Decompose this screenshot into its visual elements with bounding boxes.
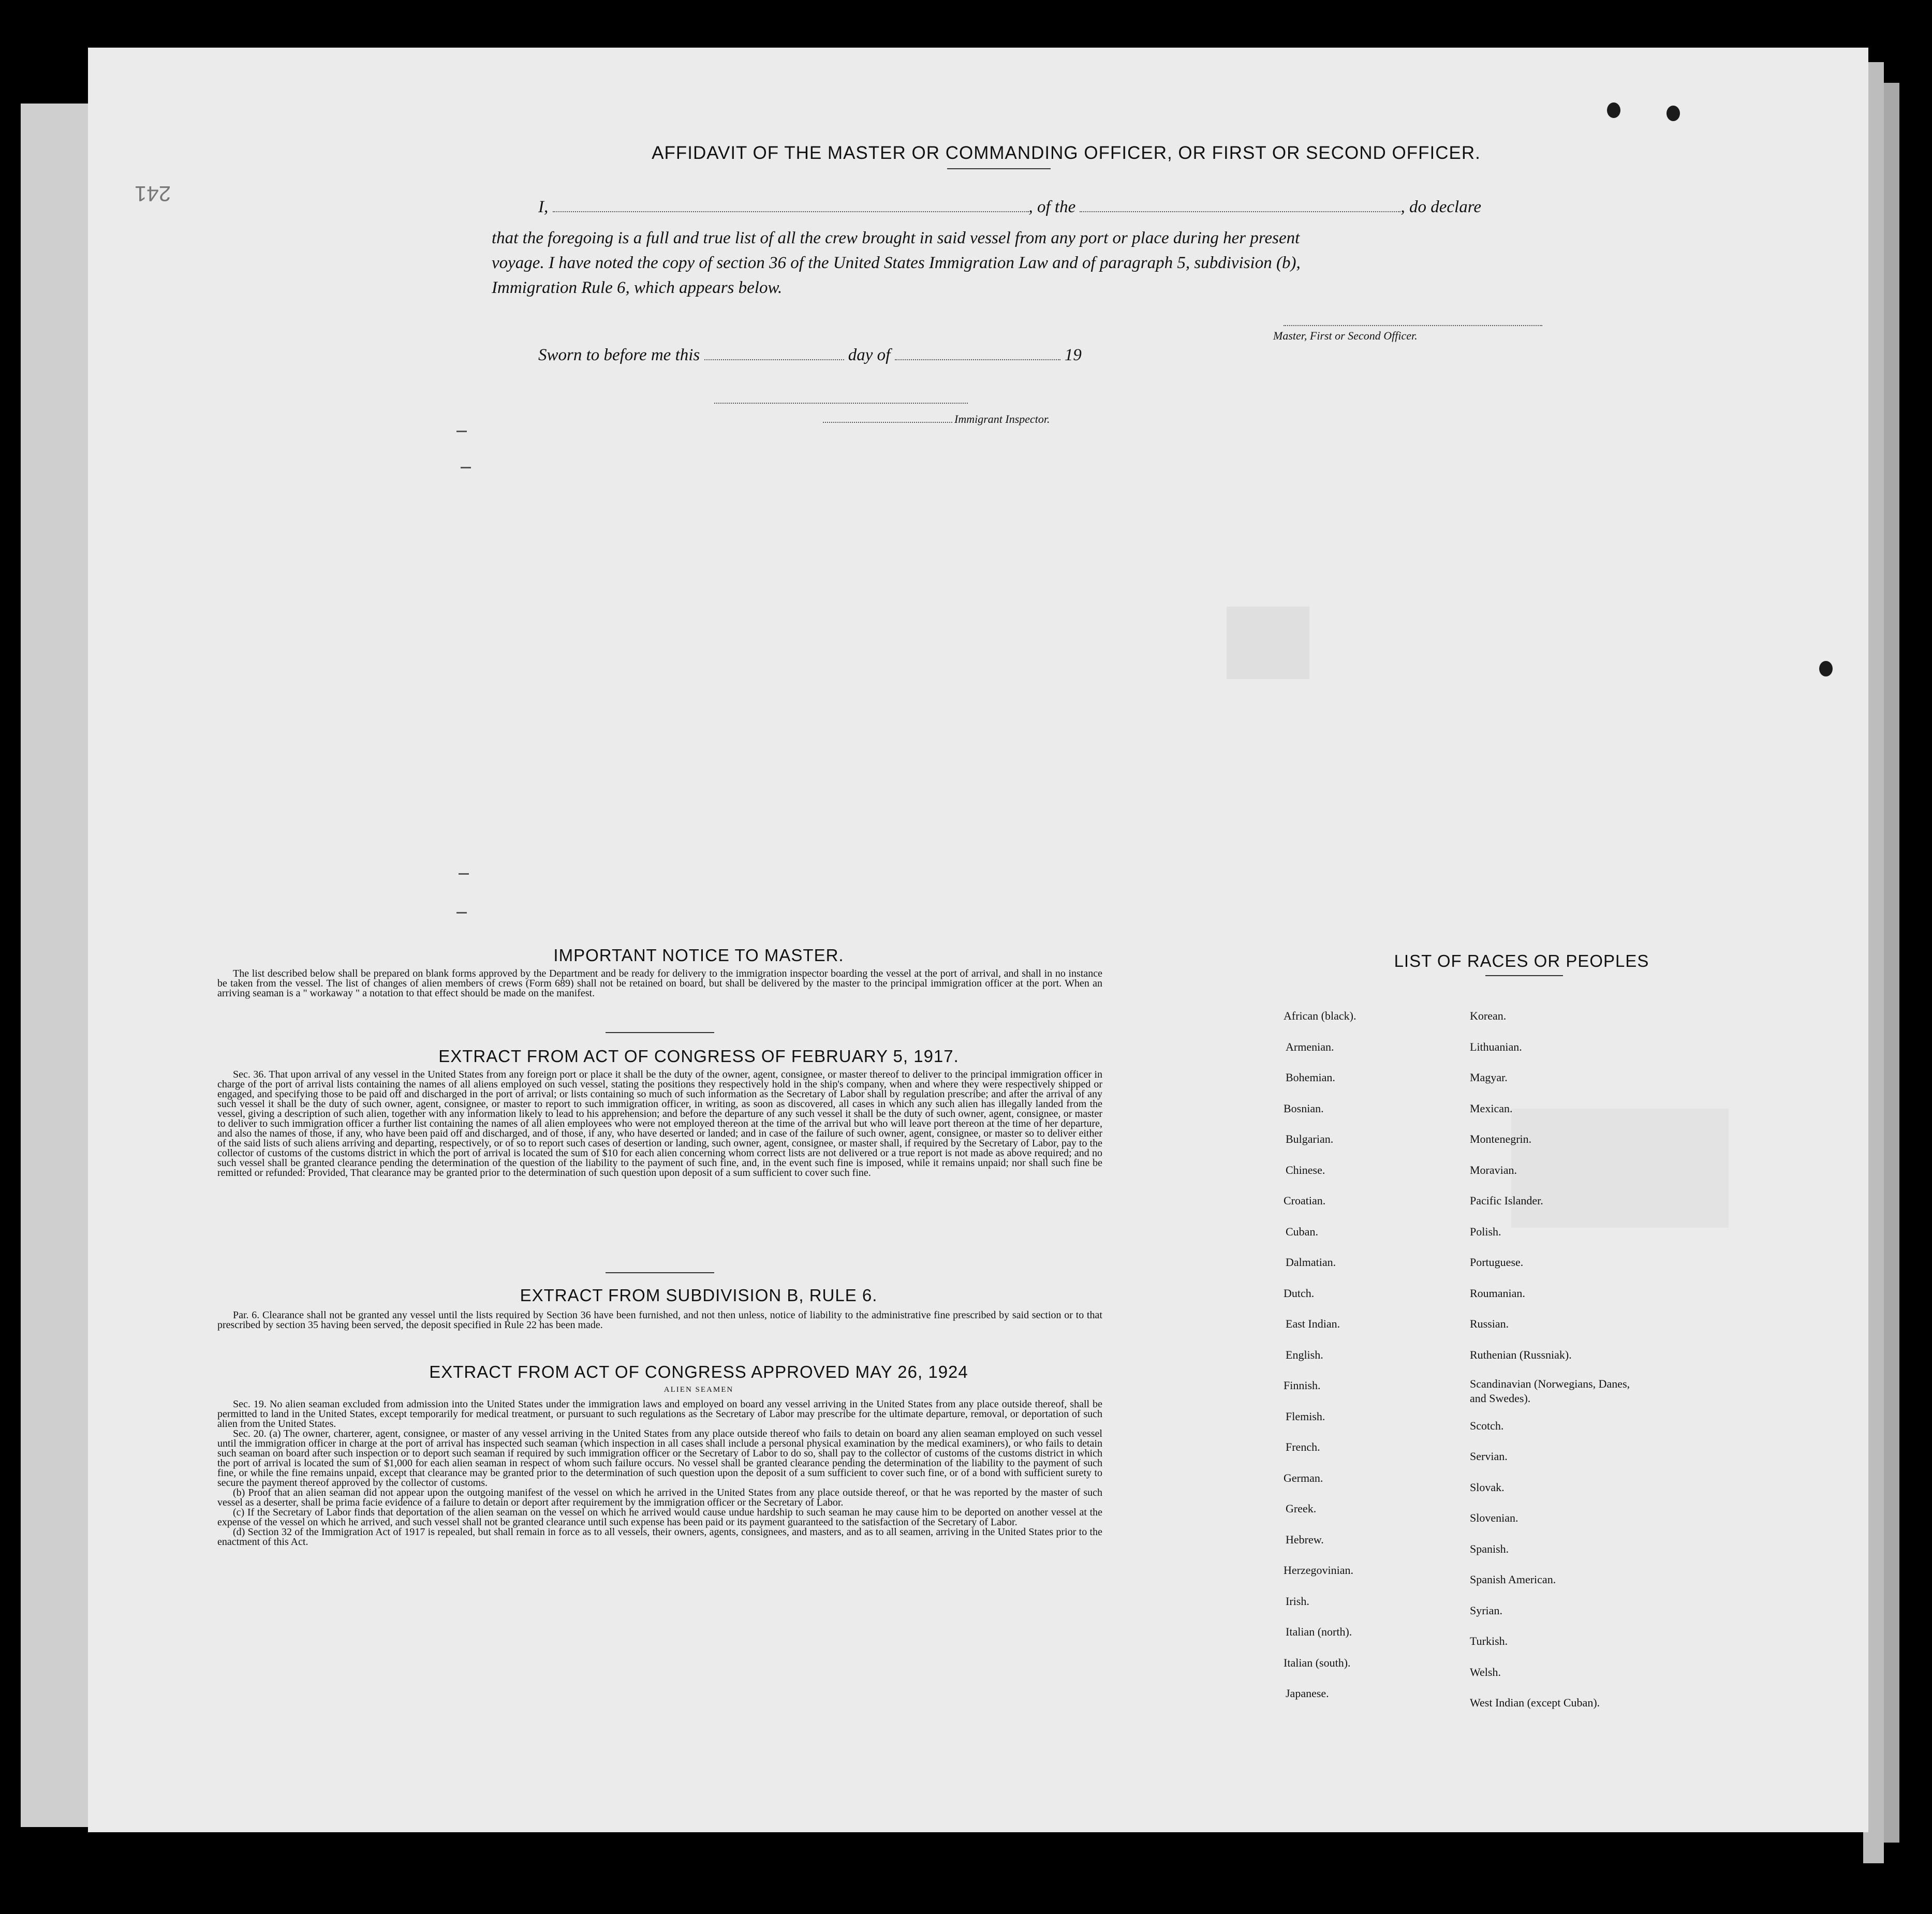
- race-item: Mexican.: [1470, 1101, 1513, 1115]
- bleed-through: [1511, 1109, 1729, 1228]
- binder-hole: [1607, 102, 1620, 118]
- notice-paragraph: The list described below shall be prepared on blank forms approved by the Department and be ready for delivery to the immigration inspector boarding the vessel at the port of arrival, and shall in no instance be taken from the vessel. The list of changes of alien members of crews (Form 689) shall not be retained on board, but shall be delivered by the master to the principal immigration officer at the port. When an arriving seaman is a " workaway " a notation to that effect should be made on the manifest.: [217, 968, 1102, 999]
- margin-dash: [456, 431, 467, 432]
- margin-dash: [461, 467, 471, 468]
- affidavit-declaration-line: [538, 198, 1594, 217]
- race-item: Chinese.: [1286, 1163, 1325, 1176]
- extract-1917-text: [217, 1070, 1102, 1178]
- master-caption: Master, First or Second Officer.: [1273, 329, 1418, 342]
- race-item: Armenian.: [1286, 1040, 1334, 1053]
- sworn-line: [538, 346, 1082, 365]
- section-rule: [606, 1272, 714, 1273]
- race-item: Japanese.: [1286, 1687, 1329, 1700]
- race-item: Scotch.: [1470, 1419, 1504, 1432]
- race-item: Moravian.: [1470, 1163, 1517, 1176]
- binder-hole: [1819, 661, 1833, 676]
- section-rule: [606, 1032, 714, 1033]
- sec-20c-paragraph: (c) If the Secretary of Labor finds that deportation of the alien seaman on the vessel on which he arrived would cause undue hardship to such seaman he may cause him to be deported on another vessel at the expense of the vessel on which he arrived, and such vessel shall not be granted clearance until such expense has been paid or its payment guaranteed to the satisfaction of the Secretary of Labor.: [217, 1507, 1102, 1528]
- race-item: Bosnian.: [1284, 1101, 1324, 1115]
- notice-title: IMPORTANT NOTICE TO MASTER.: [553, 946, 844, 965]
- race-item: Ruthenian (Russniak).: [1470, 1348, 1572, 1361]
- margin-dash: [459, 873, 469, 875]
- master-signature-field[interactable]: [1284, 322, 1542, 326]
- extract-1924-text: [217, 1400, 1102, 1547]
- sec-20a-paragraph: Sec. 20. (a) The owner, charterer, agent, consignee, or master of any vessel arriving in the United States from any place outside thereof who fails to detain on board any alien seaman employed on such vessel until the immigration officer in charge at the port of arrival has inspected such seaman (which inspection in all cases shall include a personal physical examination by the medical examiners), or who fails to detain such seaman on board after such inspection or to deport such seaman if required by such immigration officer or the Secretary of Labor to do so, shall pay to the collector of customs of the customs district in which the port of arrival is located the sum of $1,000 for each alien seaman in respect of whom such failure occurs. No vessel shall be granted clearance pending the determination of the liability to the payment of such fine, or while the fine remains unpaid, except that clearance may be granted prior to the determination of such question upon the deposit of a sum sufficient to cover such fine, or of a bond with sufficient surety to secure the payment thereof approved by the collector of customs.: [217, 1428, 1102, 1489]
- race-item: Syrian.: [1470, 1603, 1502, 1617]
- race-item: French.: [1286, 1440, 1320, 1453]
- extract-rule6-text: [217, 1311, 1102, 1330]
- sec-20b-paragraph: (b) Proof that an alien seaman did not appear upon the outgoing manifest of the vessel on which he arrived in the United States from any place outside thereof, or that he was reported by the master of such vessel as a deserter, shall be prima facie evidence of a failure to detain or deport after requirement by the immigration officer or the Secretary of Labor.: [217, 1487, 1102, 1508]
- race-item: Bulgarian.: [1286, 1132, 1334, 1145]
- binder-hole: [1666, 106, 1680, 121]
- race-item: Servian.: [1470, 1450, 1508, 1463]
- year-label: 19: [1064, 346, 1082, 364]
- affidavit-title: AFFIDAVIT OF THE MASTER OR COMMANDING OFFICER, OR FIRST OR SECOND OFFICER.: [652, 143, 1481, 163]
- race-item: English.: [1286, 1348, 1323, 1361]
- race-item: Bohemian.: [1286, 1071, 1335, 1084]
- race-item: Dalmatian.: [1286, 1256, 1336, 1269]
- race-item: Croatian.: [1284, 1194, 1326, 1207]
- margin-dash: [456, 912, 467, 914]
- back-page-3: [1884, 83, 1899, 1843]
- race-item: Italian (north).: [1286, 1625, 1352, 1638]
- race-item: African (black).: [1284, 1009, 1356, 1022]
- vessel-field[interactable]: [1080, 211, 1400, 212]
- i-label: I,: [538, 198, 549, 216]
- race-item: Russian.: [1470, 1317, 1509, 1330]
- race-item: Hebrew.: [1286, 1533, 1324, 1546]
- race-item: Cuban.: [1286, 1225, 1318, 1238]
- notice-text: [217, 969, 1102, 998]
- margin-note: 241: [135, 182, 171, 206]
- sworn-day-field[interactable]: [704, 359, 844, 360]
- race-item: East Indian.: [1286, 1317, 1340, 1330]
- race-item: Spanish American.: [1470, 1573, 1556, 1586]
- race-item: Pacific Islander.: [1470, 1194, 1543, 1207]
- race-item: Lithuanian.: [1470, 1040, 1522, 1053]
- race-item: Slovak.: [1470, 1480, 1505, 1494]
- affidavit-line-1: that the foregoing is a full and true list of all the crew brought in said vessel from any port or place during her present: [492, 229, 1300, 247]
- race-item: West Indian (except Cuban).: [1470, 1696, 1600, 1709]
- race-item: Welsh.: [1470, 1665, 1501, 1679]
- races-rule: [1485, 975, 1563, 976]
- affidavit-line-3: Immigration Rule 6, which appears below.: [492, 278, 783, 297]
- race-item: Montenegrin.: [1470, 1132, 1532, 1145]
- sworn-month-field[interactable]: [895, 359, 1060, 360]
- race-item: Scandinavian (Norwegians, Danes, and Swedes).: [1470, 1377, 1630, 1405]
- extract-1917-title: EXTRACT FROM ACT OF CONGRESS OF FEBRUARY 5, 1917.: [438, 1047, 959, 1066]
- race-item: Dutch.: [1284, 1286, 1315, 1300]
- inspector-signature-field[interactable]: [714, 400, 968, 404]
- day-of-label: day of: [848, 346, 891, 364]
- sec-20d-paragraph: (d) Section 32 of the Immigration Act of 1917 is repealed, but shall remain in force as to all vessels, their owners, agents, consignees, and masters, and as to all seamen, arriving in the United States prior to the enactment of this Act.: [217, 1526, 1102, 1548]
- race-item: Korean.: [1470, 1009, 1507, 1022]
- inspector-caption: Immigrant Inspector.: [954, 413, 1050, 425]
- sworn-label: Sworn to before me this: [538, 346, 700, 364]
- of-the-label: , of the: [1028, 198, 1076, 216]
- races-title: LIST OF RACES OR PEOPLES: [1394, 951, 1649, 970]
- section-36-paragraph: Sec. 36. That upon arrival of any vessel in the United States from any foreign port or place it shall be the duty of the owner, agent, consignee, or master thereof to deliver to the principal immigration officer in charge of the port of arrival lists containing the names of all aliens employed on such vessel, stating the positions they respectively hold in the ship's company, when and where they were respectively shipped or engaged, and specifying those to be paid off and discharged in the port of arrival; or lists containing so much of such information as the Secretary of Labor shall by regulation prescribe; and after the arrival of any such vessel it shall be the duty of such owner, agent, consignee, or master to report to such immigration officer, in writing, as soon as discovered, all cases in which any such alien has illegally landed from the vessel, giving a description of such alien, together with any information likely to lead to his apprehension; and before the departure of any such vessel it shall be the duty of such owner, agent, consignee, or master to deliver to such immigration officer a further list containing the names of all alien employees who were not employed thereon at the time of the arrival but who will leave port thereon at the time of her departure, and also the names of those, if any, who have been paid off and discharged, and of those, if any, who have deserted or landed; and in case of the failure of such owner, agent, consignee, or master so to deliver either of the said lists of such aliens arriving and departing, respectively, or of so to report such cases of desertion or landing, such owner, agent, consignee, or master shall, if required by the Secretary of Labor, pay to the collector of customs of the customs district in which the port of arrival is located the sum of $10 for each alien concerning whom correct lists are not delivered or a true report is not made as above required; and no such vessel shall be granted clearance pending the determination of the question of the liability to the payment of such fine, and, in the event such fine is imposed, while it remains unpaid; nor shall such fine be remitted or refunded: Provided, That clearance may be granted prior to the determination of such question upon deposit of a sum sufficient to cover such fine.: [217, 1069, 1102, 1179]
- inspector-line: [823, 413, 1050, 426]
- race-item: Turkish.: [1470, 1635, 1508, 1647]
- bleed-through: [1227, 607, 1309, 679]
- race-item: Spanish.: [1470, 1542, 1509, 1555]
- extract-rule6-title: EXTRACT FROM SUBDIVISION B, RULE 6.: [520, 1286, 878, 1305]
- race-item: Flemish.: [1286, 1409, 1325, 1423]
- document-page: [88, 48, 1868, 1832]
- extract-1924-title: EXTRACT FROM ACT OF CONGRESS APPROVED MAY 26, 1924: [429, 1362, 968, 1381]
- name-field[interactable]: [553, 211, 1029, 212]
- extract-1924-subtitle: ALIEN SEAMEN: [663, 1386, 734, 1394]
- race-item: Greek.: [1286, 1502, 1317, 1515]
- race-item: German.: [1284, 1471, 1323, 1484]
- race-item: Irish.: [1286, 1594, 1309, 1608]
- rule6-paragraph: Par. 6. Clearance shall not be granted any vessel until the lists required by Section 36 have been furnished, and not then unless, notice of liability to the administrative fine prescribed by said section or to that prescribed by section 35 having been served, the deposit specified in Rule 22 has been made.: [217, 1309, 1102, 1331]
- race-item: Polish.: [1470, 1225, 1501, 1238]
- race-item: Roumanian.: [1470, 1286, 1525, 1300]
- title-rule: [947, 168, 1051, 169]
- affidavit-line-2: voyage. I have noted the copy of section 36 of the United States Immigration Law and of paragraph 5, subdivision (b),: [492, 254, 1301, 272]
- race-item: Herzegovinian.: [1284, 1564, 1353, 1577]
- race-item: Italian (south).: [1284, 1656, 1351, 1669]
- do-declare-label: , do declare: [1400, 198, 1481, 216]
- race-item: Portuguese.: [1470, 1256, 1524, 1269]
- race-item: Finnish.: [1284, 1379, 1321, 1392]
- race-item: Magyar.: [1470, 1071, 1508, 1084]
- sec-19-paragraph: Sec. 19. No alien seaman excluded from admission into the United States under the immigration laws and employed on board any vessel arriving in the United States from any place outside thereof, shall be permitted to land in the United States, except temporarily for medical treatment, or pursuant to such regulations as the Secretary of Labor may prescribe for the ultimate departure, removal, or deportation of such alien from the United States.: [217, 1398, 1102, 1430]
- race-item: Slovenian.: [1470, 1511, 1518, 1524]
